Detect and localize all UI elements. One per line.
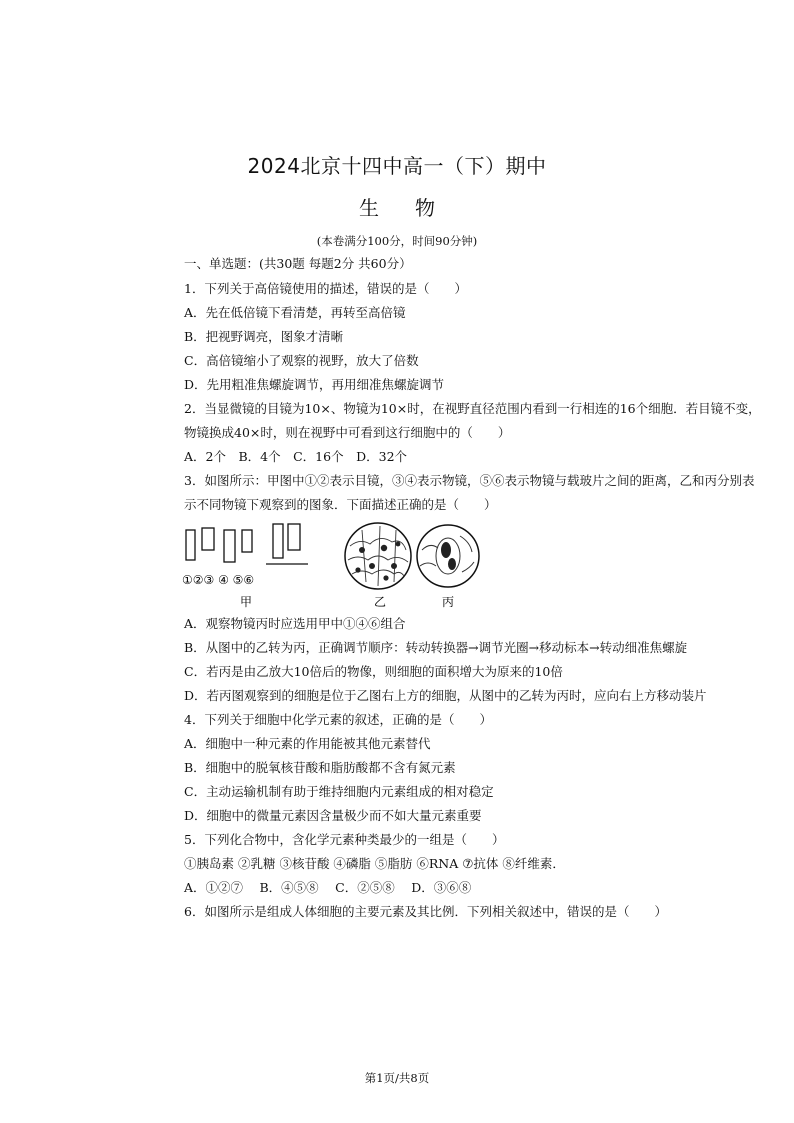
question-5-items: ①胰岛素 ②乳糖 ③核苷酸 ④磷脂 ⑤脂肪 ⑥RNA ⑦抗体 ⑧纤维素． [184,856,565,871]
lens-3-shape [224,530,235,562]
question-1-stem: 1．下列关于高倍镜使用的描述，错误的是（ ） [184,281,467,296]
label-yi: 乙 [374,595,387,609]
question-3-option-d: D．若丙图观察到的细胞是位于乙图右上方的细胞，从图中的乙转为丙时，应向右上方移动装片 [184,688,707,703]
question-1-option-d: D．先用粗准焦螺旋调节，再用细准焦螺旋调节 [184,377,445,392]
question-3-stem-line2: 示不同物镜下观察到的图象．下面描述正确的是（ ） [184,497,497,512]
lens-4-shape [242,530,252,552]
subject-title: 生物 [359,196,471,220]
question-4-option-c: C．主动运输机制有助于维持细胞内元素组成的相对稳定 [184,784,494,799]
question-2-stem-line1: 2．当显微镜的目镜为10×、物镜为10×时，在视野直径范围内看到一行相连的16个细胞．若目镜不变， [184,401,761,416]
page-footer: 第1页/共8页 [364,1071,430,1085]
question-4-option-b: B．细胞中的脱氧核苷酸和脂肪酸都不含有氮元素 [184,760,456,775]
label-jia: 甲 [240,595,253,609]
question-3-option-a: A．观察物镜丙时应选用甲中①④⑥组合 [184,616,406,631]
question-4-option-d: D．细胞中的微量元素因含量极少而不如大量元素重要 [184,808,482,823]
question-6-stem: 6．如图所示是组成人体细胞的主要元素及其比例．下列相关叙述中，错误的是（ ） [184,904,667,919]
lens-1-shape [186,530,195,560]
question-2-stem-line2: 物镜换成40×时，则在视野中可看到这行细胞中的（ ） [184,425,511,440]
lens-5-shape [273,524,283,558]
lens-2-shape [202,528,214,550]
section-heading: 一、单选题：(共30题 每题2分 共60分） [184,256,412,271]
jia-lens-diagram [186,524,308,564]
question-3-option-c: C．若丙是由乙放大10倍后的物像，则细胞的面积增大为原来的10倍 [184,664,563,679]
label-bing: 丙 [442,595,455,609]
question-4-option-a: A．细胞中一种元素的作用能被其他元素替代 [184,736,431,751]
yi-view-circle [345,523,411,589]
question-5-stem: 5．下列化合物中，含化学元素种类最少的一组是（ ） [184,832,505,847]
bing-view-circle [417,525,479,587]
question-5-options: A．①②⑦ B．④⑤⑧ C．②⑤⑧ D．③⑥⑧ [184,880,472,895]
question-4-stem: 4．下列关于细胞中化学元素的叙述，正确的是（ ） [184,712,492,727]
question-1-option-a: A．先在低倍镜下看清楚，再转至高倍镜 [184,305,406,320]
page-title: 2024北京十四中高一（下）期中 [247,154,547,178]
microscope-figure [180,520,480,612]
lens-numbers: ①②③ ④ ⑤⑥ [182,573,255,587]
exam-note: (本卷满分100分，时间90分钟) [316,234,478,248]
question-1-option-b: B．把视野调亮，图象才清晰 [184,329,344,344]
question-3-stem-line1: 3．如图所示：甲图中①②表示目镜，③④表示物镜，⑤⑥表示物镜与载玻片之间的距离，乙和丙分别表 [184,473,755,488]
lens-6-shape [288,524,300,550]
question-3-option-b: B．从图中的乙转为丙，正确调节顺序：转动转换器→调节光圈→移动标本→转动细准焦螺旋 [184,640,688,655]
question-1-option-c: C．高倍镜缩小了观察的视野，放大了倍数 [184,353,419,368]
question-2-options: A．2个 B．4个 C．16个 D．32个 [184,449,408,464]
